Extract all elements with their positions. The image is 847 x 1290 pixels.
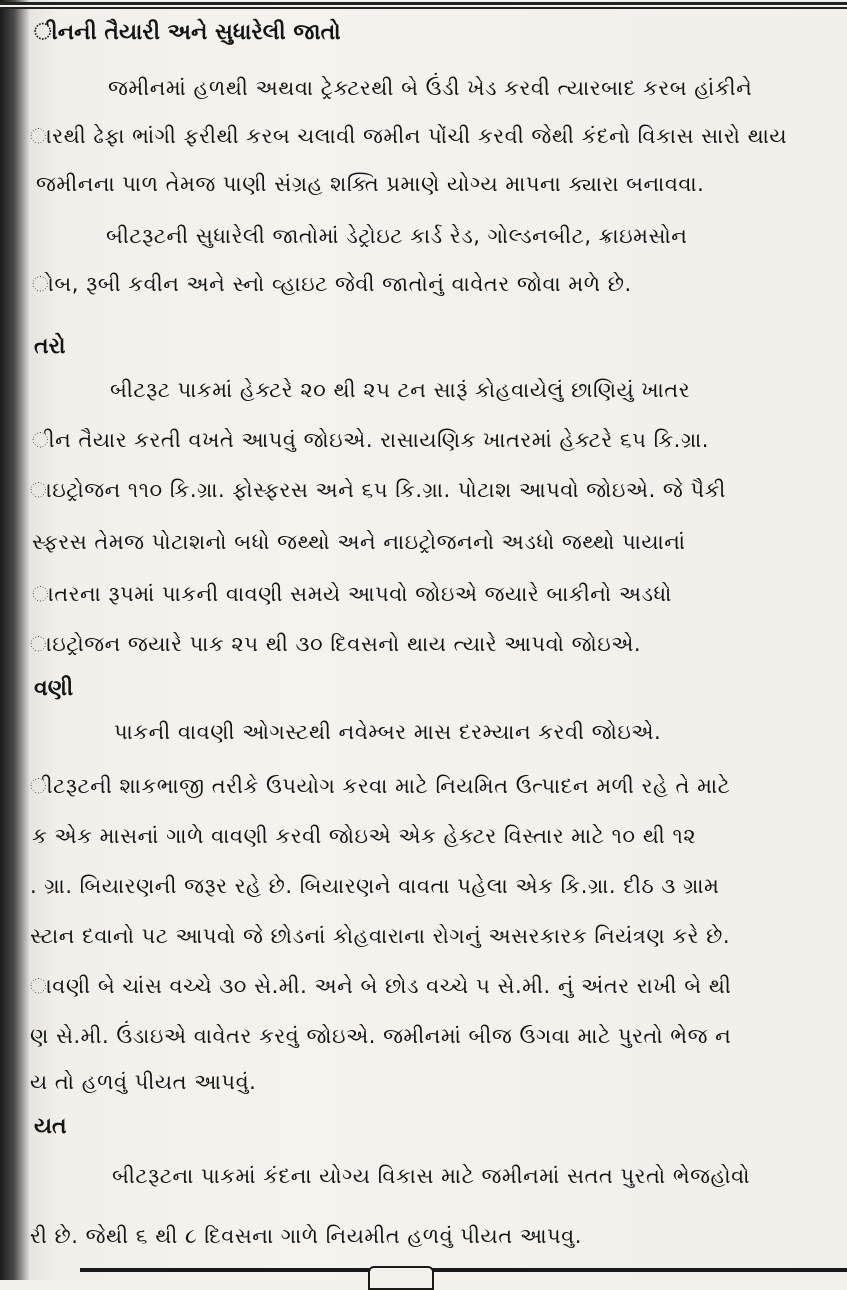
text-line: ારથી ઢેફા ભાંગી ફરીથી કરબ ચલાવી જમીન પોંચી કરવી જેથી કંદનો વિકાસ સારો થાય xyxy=(30,124,788,148)
text-line: ણ સે.મી. ઉંડાઇએ વાવેતર કરવું જોઇએ. જમીનમાં બીજ ઉગવા માટે પુરતો ભેજ ન xyxy=(30,1024,732,1048)
text-line: જમીનમાં હળથી અથવા ટ્રેક્ટરથી બે ઉંડી ખેડ કરવી ત્યારબાદ કરબ હાંકીને xyxy=(108,76,753,100)
text-line: ીન તૈયાર કરતી વખતે આપવું જોઇએ. રાસાયણિક ખાતરમાં હેક્ટરે ૬૫ કિ.ગ્રા. xyxy=(32,428,709,452)
top-rule xyxy=(0,2,847,14)
text-line: બીટરૂટની સુધારેલી જાતોમાં ડેટ્રોઇટ કાર્ડ રેડ, ગોલ્ડનબીટ, ક્રાઇમસોન xyxy=(106,224,688,248)
section-heading-land-preparation: ીનની તૈયારી અને સુધારેલી જાતો xyxy=(34,20,341,45)
text-line: રી છે. જેથી ૬ થી ૮ દિવસના ગાળે નિયમીત હળવું પીયત આપવુ. xyxy=(30,1224,582,1248)
text-line: ક એક માસનાં ગાળે વાવણી કરવી જોઇએ એક હેક્ટર વિસ્તાર માટે ૧૦ થી ૧૨ xyxy=(32,824,697,848)
binding-shadow xyxy=(0,0,30,1280)
text-line: ાવણી બે ચાંસ વચ્ચે ૩૦ સે.મી. અને બે છોડ વચ્ચે ૫ સે.મી. નું અંતર રાખી બે થી xyxy=(30,974,732,998)
section-heading-fertilizer: તરો xyxy=(34,334,66,359)
text-line: સ્ફરસ તેમજ પોટાશનો બધો જથ્થો અને નાઇટ્રોજનનો અડધો જથ્થો પાયાનાં xyxy=(32,530,686,554)
text-line: ાઇટ્રોજન જયારે પાક ૨૫ થી ૩૦ દિવસનો થાય ત્યારે આપવો જોઇએ. xyxy=(30,632,642,656)
text-line: બીટરૂટ પાકમાં હેક્ટરે ૨૦ થી ૨૫ ટન સારૂં કોહવાયેલું છાણિયું ખાતર xyxy=(110,378,691,402)
section-heading-irrigation: યત xyxy=(34,1114,67,1139)
section-heading-sowing: વણી xyxy=(34,676,74,701)
page-number-box xyxy=(368,1266,434,1290)
text-line: ય તો હળવું પીયત આપવું. xyxy=(30,1070,257,1094)
bottom-rule xyxy=(80,1268,847,1272)
text-line: ાતરના રૂપમાં પાકની વાવણી સમયે આપવો જોઇએ જયારે બાકીનો અડધો xyxy=(32,582,672,606)
text-line: ીટરૂટની શાકભાજી તરીકે ઉપયોગ કરવા માટે નિયમિત ઉત્પાદન મળી રહે તે માટે xyxy=(30,774,731,798)
text-line: પાકની વાવણી ઓગસ્ટથી નવેમ્બર માસ દરમ્યાન કરવી જોઇએ. xyxy=(114,720,662,744)
text-line: સ્ટાન દવાનો પટ આપવો જે છોડનાં કોહવારાના રોગનું અસરકારક નિયંત્રણ કરે છે. xyxy=(30,924,731,948)
text-line: ોબ, રૂબી કવીન અને સ્નો વ્હાઇટ જેવી જાતોનું વાવેતર જોવા મળે છે. xyxy=(32,272,632,296)
text-line: જમીનના પાળ તેમજ પાણી સંગ્રહ શક્તિ પ્રમાણે યોગ્ય માપના ક્યારા બનાવવા. xyxy=(36,172,705,196)
text-line: બીટરૂટના પાકમાં કંદના યોગ્ય વિકાસ માટે જમીનમાં સતત પુરતો ભેજહોવો xyxy=(112,1164,750,1188)
text-line: . ગ્રા. બિયારણની જરૂર રહે છે. બિયારણને વાવતા પહેલા એક કિ.ગ્રા. દીઠ ૩ ગ્રામ xyxy=(30,874,720,898)
text-line: ાઇટ્રોજન ૧૧૦ કિ.ગ્રા. ફોસ્ફરસ અને ૬૫ કિ.ગ્રા. પોટાશ આપવો જોઇએ. જે પૈકી xyxy=(30,478,726,502)
